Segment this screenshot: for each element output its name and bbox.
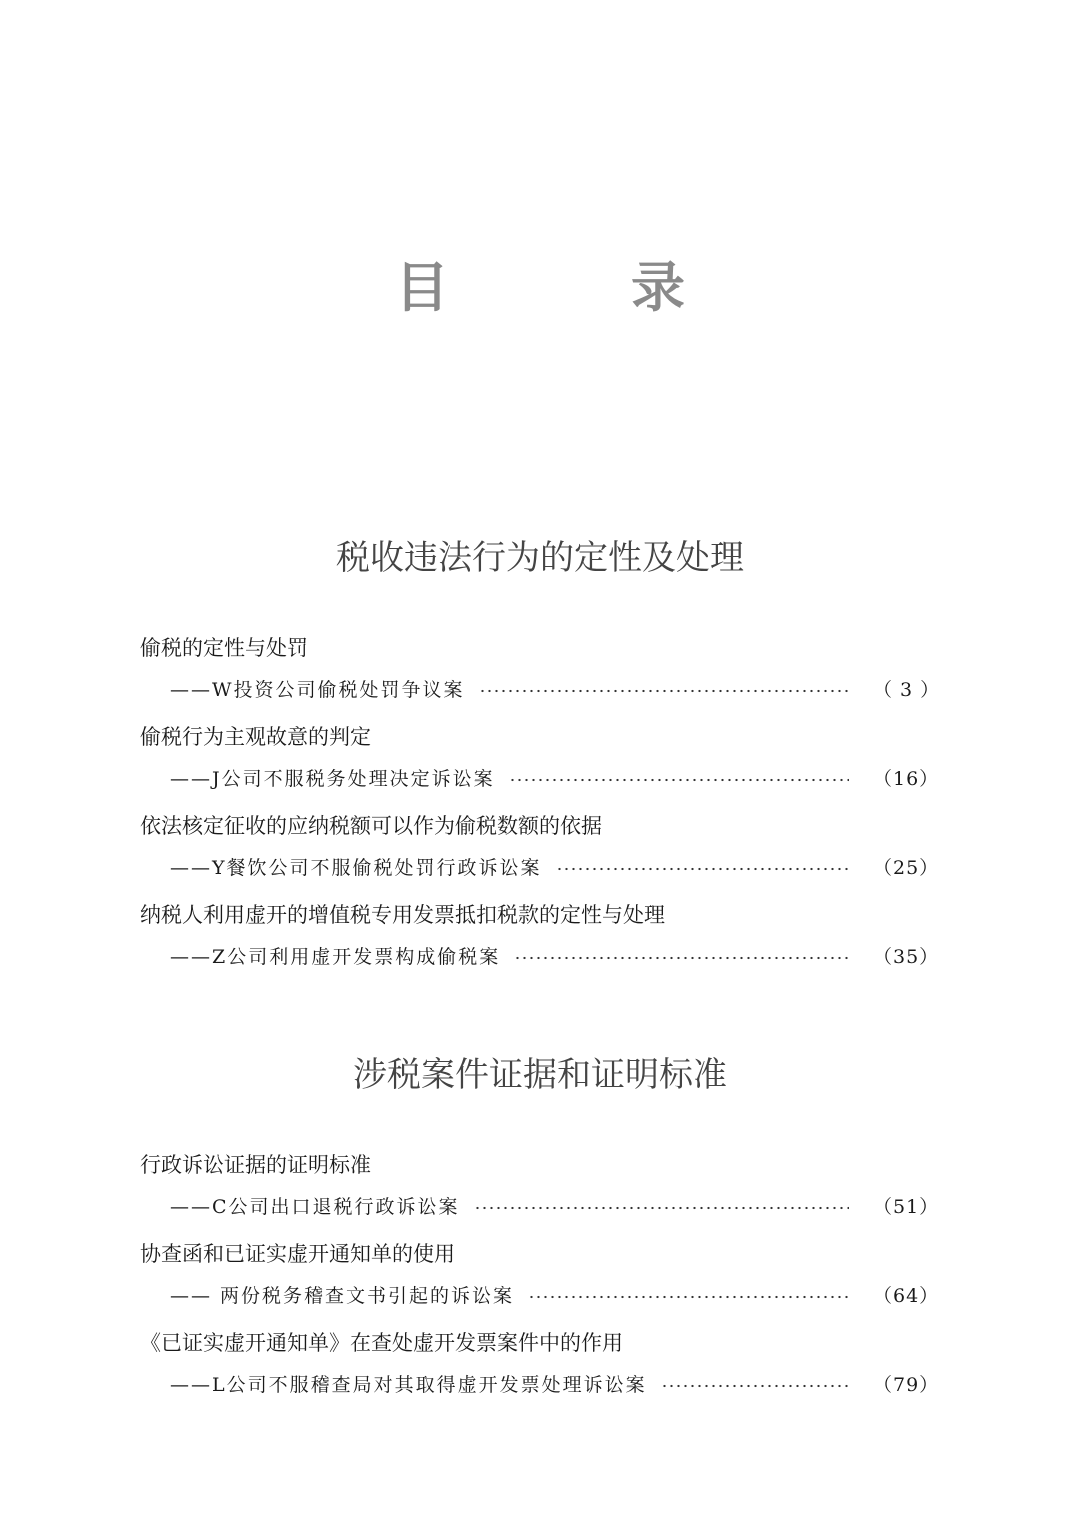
dot-leader	[479, 689, 849, 693]
page-number: （25）	[873, 856, 940, 879]
section-title: 涉税案件证据和证明标准	[353, 1055, 727, 1095]
toc-entry[interactable]	[140, 811, 940, 900]
entry-subtitle-row	[170, 851, 940, 881]
dot-leader	[509, 778, 849, 782]
entry-subtitle-row	[170, 762, 940, 792]
toc-entry[interactable]	[140, 900, 940, 989]
section-title: 税收违法行为的定性及处理	[336, 538, 744, 578]
entry-subtitle: ——L公司不服稽查局对其取得虚开发票处理诉讼案	[170, 1373, 647, 1396]
dot-leader	[556, 867, 849, 871]
entry-subtitle: ——Y餐饮公司不服偷税处罚行政诉讼案	[170, 856, 542, 879]
page-number: （64）	[873, 1284, 940, 1307]
dot-leader	[528, 1295, 849, 1299]
toc-entry[interactable]	[140, 1239, 940, 1328]
toc-entry[interactable]	[140, 633, 941, 722]
dot-leader	[514, 956, 849, 960]
entry-subtitle: ——Z公司利用虚开发票构成偷税案	[170, 945, 501, 968]
toc-entry[interactable]	[140, 722, 940, 811]
entry-title: 纳税人利用虚开的增值税专用发票抵扣税款的定性与处理	[140, 903, 665, 927]
entry-subtitle-row	[170, 1279, 940, 1309]
dot-leader	[661, 1384, 849, 1388]
entry-title: 行政诉讼证据的证明标准	[140, 1153, 371, 1177]
entry-subtitle-row	[170, 1190, 940, 1220]
entry-subtitle: ——W投资公司偷税处罚争议案	[170, 678, 465, 701]
entry-subtitle: ——C公司出口退税行政诉讼案	[170, 1195, 460, 1218]
toc-list	[140, 1150, 940, 1417]
page-number: （51）	[873, 1195, 940, 1218]
toc-entry[interactable]	[140, 1328, 940, 1417]
dot-leader	[474, 1206, 849, 1210]
entry-subtitle: ——J公司不服税务处理决定诉讼案	[170, 767, 495, 790]
page-number: （79）	[873, 1373, 940, 1396]
page-number: （35）	[873, 945, 940, 968]
page-number: （ 3 ）	[873, 678, 941, 701]
entry-subtitle: —— 两份税务稽查文书引起的诉讼案	[170, 1284, 515, 1307]
entry-title: 协查函和已证实虚开通知单的使用	[140, 1242, 455, 1266]
page-number: （16）	[873, 767, 940, 790]
toc-list	[140, 633, 941, 989]
entry-subtitle-row	[170, 673, 941, 703]
entry-subtitle-row	[170, 1368, 940, 1398]
page-title: 目 录	[395, 256, 749, 319]
entry-title: 偷税行为主观故意的判定	[140, 725, 371, 749]
entry-title: 依法核定征收的应纳税额可以作为偷税数额的依据	[140, 814, 602, 838]
entry-title: 《已证实虚开通知单》在查处虚开发票案件中的作用	[140, 1331, 623, 1355]
toc-entry[interactable]	[140, 1150, 940, 1239]
entry-subtitle-row	[170, 940, 940, 970]
entry-title: 偷税的定性与处罚	[140, 636, 308, 660]
